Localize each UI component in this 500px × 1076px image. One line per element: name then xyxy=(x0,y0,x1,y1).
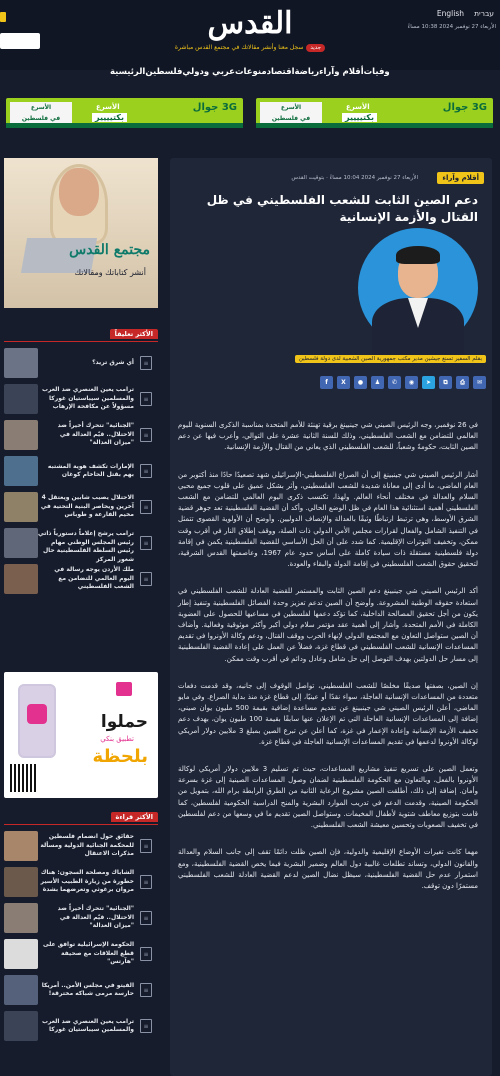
list-item[interactable]: ≡ "الجنائية" تتحرك أخيراً ضد الاحتلال.. قيّم العدالة في "ميزان العدالة" xyxy=(4,900,158,936)
list-item[interactable]: ≡ الإمارات تكشف هوية المشتبه بهم بقتل الحاخام كوغان xyxy=(4,453,158,489)
share-whatsapp-icon[interactable]: ✆ xyxy=(388,376,401,389)
photo-caption: بقلم السفير تسنغ جيشين مدير مكتب جمهورية الصين الشعبية لدى دولة فلسطين xyxy=(295,355,486,363)
document-icon: ≡ xyxy=(140,428,152,442)
document-icon: ≡ xyxy=(140,1019,152,1033)
list-item[interactable]: ≡ أي شرق تريد؟ xyxy=(4,345,158,381)
document-icon: ≡ xyxy=(140,947,152,961)
nav-obituaries[interactable]: وفيات xyxy=(363,67,390,77)
section-label: الأكثر قراءة xyxy=(111,812,159,822)
list-item[interactable]: ≡ ترامب يرشح إعلاماً دستورياً ذاتي رئيس المجلس الوطني مهام رئيس السلطة الفلسطينية حال شغور المركز xyxy=(4,525,158,561)
thumbnail xyxy=(4,384,38,414)
site-logo[interactable]: القدس xyxy=(207,6,293,41)
share-messenger-icon[interactable]: ◉ xyxy=(405,376,418,389)
lang-english-link[interactable]: English xyxy=(436,9,464,18)
paragraph: أكد الرئيس الصيني شي جينبينغ دعم الصين الثابت والمستمر للقضية العادلة للشعب الفلسطيني في استعادة حقوقه الوطنية المشروعة. وأوضح أن الصين تدعم تعزيز وحدة الفصائل الفلسطينية وتنفيذ إطار يكون من أجل تحقيق المصالحة الداخلية، كما تؤكد دعمها لفلسطين في مساعيها للحصول على العضوية الكاملة في الأمم المتحدة. وأشار إلى أهمية عقد مؤتمر سلام دولي أكبر وأكثر موثوقية وفعالية. وأضاف أن الصين ستواصل التعاون مع المجتمع الدولي لإنهاء الحرب ووقف القتال، ودعم وكالة الأونروا في تقديم المساعدات الإنسانية للشعب الفلسطيني في قطاع غزة، فضلاً عن العمل على إعادة القضية الفلسطينية إلى مسار حل الدولتين بهدف التوصل إلى حل شامل وعادل ودائم في أقرب وقت ممكن. xyxy=(178,587,478,663)
most-read-list xyxy=(4,828,158,1044)
nav-arab-intl[interactable]: عربي ودولي xyxy=(182,67,235,77)
document-icon: ≡ xyxy=(140,875,152,889)
share-bar xyxy=(320,376,486,389)
thumbnail xyxy=(4,528,38,558)
list-item[interactable]: ≡ ترامب يعين العنصري ضد العرب والمسلمين سيباستيان غوركا مسؤولاً عن مكافحة الإرهاب xyxy=(4,381,158,417)
jawwal-logo: 3G جوال xyxy=(192,102,237,113)
list-item[interactable]: ≡ الحكومة الإسرائيلية توافق على قطع العلاقات مع صحيفة "هآرتس" xyxy=(4,936,158,972)
jawwal-banner-ad[interactable] xyxy=(6,98,243,128)
promo-title: مجتمع القدس xyxy=(69,242,150,258)
section-label: الأكثر تعليقاً xyxy=(110,329,158,339)
paragraph: إن الصين، بصفتها صديقًا مخلصًا للشعب الفلسطيني، تواصل الوقوف إلى جانبه، وقد قدمت دفعات متعددة من المساعدات الإنسانية العاجلة، سواء نقدًا أو عينيًا، إلى قطاع غزة منذ بداية الصراع. وفي مايو الماضي، أعلن الرئيس الصيني شي جينبينغ عن تقديم مساعدة إضافية بقيمة 500 مليون يوان صيني، إضافة إلى المساعدات الإنسانية العاجلة التي تم الإعلان عنها سابقًا بقيمة 100 مليون يوان، بهدف دعم تخفيف الأزمة الإنسانية وإعادة الإعمار في غزة، كما أعلن عن تبرع الصين بمبلغ 3 ملايين دولار أمريكي لوكالة الأونروا لدعمها في تقديم المساعدات الإنسانية العاجلة في قطاع غزة. xyxy=(178,681,478,746)
most-read-header xyxy=(4,812,158,825)
notice-text[interactable]: سجل معنا وأنشر مقالاتك في مجتمع القدس مباشرة xyxy=(174,44,304,51)
promo-subtitle: أنشر كتاباتك ومقالاتك xyxy=(74,268,146,277)
thumbnail xyxy=(4,939,38,969)
document-icon: ≡ xyxy=(140,392,152,406)
thumbnail xyxy=(4,420,38,450)
thumbnail xyxy=(4,831,38,861)
document-icon: ≡ xyxy=(140,536,152,550)
new-badge: جديد xyxy=(306,44,325,52)
paragraph: وتعمل الصين على تسريع تنفيذ مشاريع المساعدات، حيث تم تسليم 3 ملايين دولار أمريكي لوكالة الأونروا بالفعل، وبالتعاون مع الحكومة الفلسطينية لضمان وصول المساعدات الصينية إلى غزة بسرعة وأمان. إضافة إلى ذلك، أطلقت الصين مشروع الرعاية الثانية من الطرق الرابطة برام الله، بتمويل من الحكومة الصينية، وقدمت الدعم في تدريب الموارد البشرية والمنح الدراسية الحكومية لفلسطين، كما قامت بتوزيع معاطف شتوية لأطفال المخيمات. وستواصل الصين تقديم ما في وسعها من دعم لفلسطين في تخفيف الصعوبات وتحسين معيشة الشعب الفلسطيني. xyxy=(178,765,478,830)
jawwal-banner-ad[interactable] xyxy=(256,98,493,128)
thumbnail xyxy=(4,564,38,594)
nav-opinion[interactable]: أقلام وآراء xyxy=(319,67,364,77)
thumbnail xyxy=(4,975,38,1005)
list-item[interactable]: ≡ الاحتلال يصيب شابين ويعتقل 4 آخرين ويحاصر البنية التحتية في مخيم الفارعة و طوباس xyxy=(4,489,158,525)
ad-text-much: بكتيييير xyxy=(92,113,127,122)
bank-logo-icon xyxy=(116,682,132,696)
ad-line-3: بلحظة xyxy=(92,746,148,767)
document-icon: ≡ xyxy=(140,983,152,997)
article-meta: الأربعاء 27 نوفمبر 2024 10:04 مساءً · بتوقيت القدس xyxy=(291,175,418,181)
document-icon: ≡ xyxy=(140,572,152,586)
community-promo[interactable] xyxy=(4,158,158,308)
paragraph: في 26 نوفمبر، وجه الرئيس الصيني شي جينبينغ برقية تهنئة للأمم المتحدة بمناسبة الذكرى السنوية لليوم العالمي للتضامن مع الشعب الفلسطيني، وذلك للسنة الثانية عشرة على التوالي، وأعرب فيها عن دعم الصين الثابت، حكومةً وشعباً، للشعب الفلسطيني الذي يعاني من القتال والأزمة الإنسانية. xyxy=(178,421,479,452)
article-title: دعم الصين الثابت للشعب الفلسطيني في ظل القتال والأزمة الإنسانية xyxy=(206,193,478,224)
document-icon: ≡ xyxy=(140,356,152,370)
main-nav xyxy=(110,62,390,82)
share-print-icon[interactable]: ⎙ xyxy=(456,376,469,389)
share-x-icon[interactable]: X xyxy=(337,376,350,389)
document-icon: ≡ xyxy=(140,911,152,925)
menu-icon[interactable] xyxy=(0,12,6,22)
share-email-icon[interactable]: ✉ xyxy=(473,376,486,389)
qr-code-icon xyxy=(10,764,38,792)
nav-sports[interactable]: رياضة xyxy=(294,67,320,77)
category-badge[interactable]: أقلام وآراء xyxy=(437,172,484,184)
thumbnail xyxy=(4,348,38,378)
ad-text-fastest: الأسرع xyxy=(346,103,370,111)
list-item[interactable]: ≡ ملك الأردن يوجه رسالة في اليوم العالمي للتضامن مع الشعب الفلسطيني xyxy=(4,561,158,597)
document-icon: ≡ xyxy=(140,464,152,478)
nav-home[interactable]: الرئيسية xyxy=(110,67,146,77)
top-header xyxy=(0,0,500,70)
share-snapchat-icon[interactable]: ♟ xyxy=(371,376,384,389)
document-icon: ≡ xyxy=(140,839,152,853)
thumbnail xyxy=(4,492,38,522)
notice-bar[interactable] xyxy=(0,44,500,52)
most-commented-header xyxy=(4,329,158,342)
header-date: الأربعاء 27 نوفمبر 2024 10:38 مساءً xyxy=(407,24,496,30)
ad-text-fastest: الأسرع xyxy=(96,103,120,111)
jawwal-logo: 3G جوال xyxy=(442,102,487,113)
thumbnail xyxy=(4,867,38,897)
thumbnail xyxy=(4,456,38,486)
ad-line-1: حملوا xyxy=(100,712,148,732)
list-item[interactable]: ≡ ترامب يعين العنصري ضد العرب والمسلمين سيباستيان غوركا xyxy=(4,1008,158,1044)
author-photo xyxy=(358,228,478,348)
share-reddit-icon[interactable]: ● xyxy=(354,376,367,389)
bank-app-ad[interactable] xyxy=(4,672,158,798)
list-item[interactable]: ≡ الشاباك ومصلحة السجون: هناك خطورة من زيارة الطبيب الأسير مروان برغوثي وتعرضهما بشدة xyxy=(4,864,158,900)
thumbnail xyxy=(4,903,38,933)
thumbnail xyxy=(4,1011,38,1041)
nav-economy[interactable]: اقتصاد xyxy=(266,67,295,77)
list-item[interactable]: ≡ حقائق حول انضمام فلسطين للمحكمة الجنائية الدولية ومسألة مذكرات الاعتقال xyxy=(4,828,158,864)
ad-box: الأسرع في فلسطين xyxy=(10,102,72,124)
ad-line-2: تطبيق بنكي xyxy=(100,735,134,743)
most-commented-list xyxy=(4,345,158,597)
ad-box: الأسرع في فلسطين xyxy=(260,102,322,124)
ad-text-much: بكتيييير xyxy=(342,113,377,122)
phone-image xyxy=(18,684,56,758)
share-link-icon[interactable]: ⧉ xyxy=(439,376,452,389)
ad-bottom-strip xyxy=(256,123,493,128)
list-item[interactable]: ≡ الفيتو في مجلس الأمن.. أمريكا حارسة مرمى شباكه مخترقة! xyxy=(4,972,158,1008)
share-facebook-icon[interactable]: f xyxy=(320,376,333,389)
list-item[interactable]: ≡ "الجنائية" تتحرك أخيراً ضد الاحتلال.. قيّم العدالة في "ميزان العدالة" xyxy=(4,417,158,453)
nav-misc[interactable]: منوعات xyxy=(235,67,267,77)
nav-palestine[interactable]: فلسطين xyxy=(145,67,183,77)
share-telegram-icon[interactable]: ➤ xyxy=(422,376,435,389)
paragraph: أشار الرئيس الصيني شي جينبينغ إلى أن الصراع الفلسطيني-الإسرائيلي شهد تصعيدًا حادًا منذ أكتوبر من العام الماضي، ما أدى إلى معاناة شديدة للشعب الفلسطيني، وأثر بشكل عميق على قلوب جميع محبي السلام والعدالة في مختلف أنحاء العالم. ولهذا، تكتسب ذكرى اليوم العالمي للتضامن مع الشعب الفلسطيني أهمية استثنائية هذا العام في ظل الوضع الحالي. وأكد أن القضية الفلسطينية تعد جوهر قضية الشرق الأوسط، وهي ترتبط ارتباطًا وثيقًا بالعدالة والإنصاف الدوليين. وأوضح أن الأولوية القصوى تتمثل في التنفيذ الشامل والفعال لقرارات مجلس الأمن الدولي ذات الصلة، ووقف إطلاق النار في أقرب وقت ممكن، وتخفيف التوترات الإقليمية. كما شدد على أن الحل الأساسي للقضية الفلسطينية يكمن في إقامة دولة فلسطينية مستقلة ذات سيادة كاملة على أساس حدود عام 1967، وعاصمتها القدس الشرقية، لتحقيق حقوق الشعب الفلسطيني في إقامة الدولة والبقاء والعودة. xyxy=(178,470,478,569)
article-body xyxy=(178,420,478,908)
document-icon: ≡ xyxy=(140,500,152,514)
lang-hebrew-link[interactable]: עברית xyxy=(474,9,494,18)
paragraph: مهما كانت تغيرات الأوضاع الإقليمية والدولية، فإن الصين ظلت دائمًا تقف إلى جانب السلام والعدالة والقانون الدولي، وتساند تطلعات غالبية دول العالم وضمير البشرية فيما يخص القضية الفلسطينية، ومع استمرار عدم حل القضية الفلسطينية، سيظل نضال الصين لدعم القضية العادلة للشعب الفلسطيني مستمرًا دون توقف. xyxy=(178,848,478,890)
ad-bottom-strip xyxy=(6,123,243,128)
